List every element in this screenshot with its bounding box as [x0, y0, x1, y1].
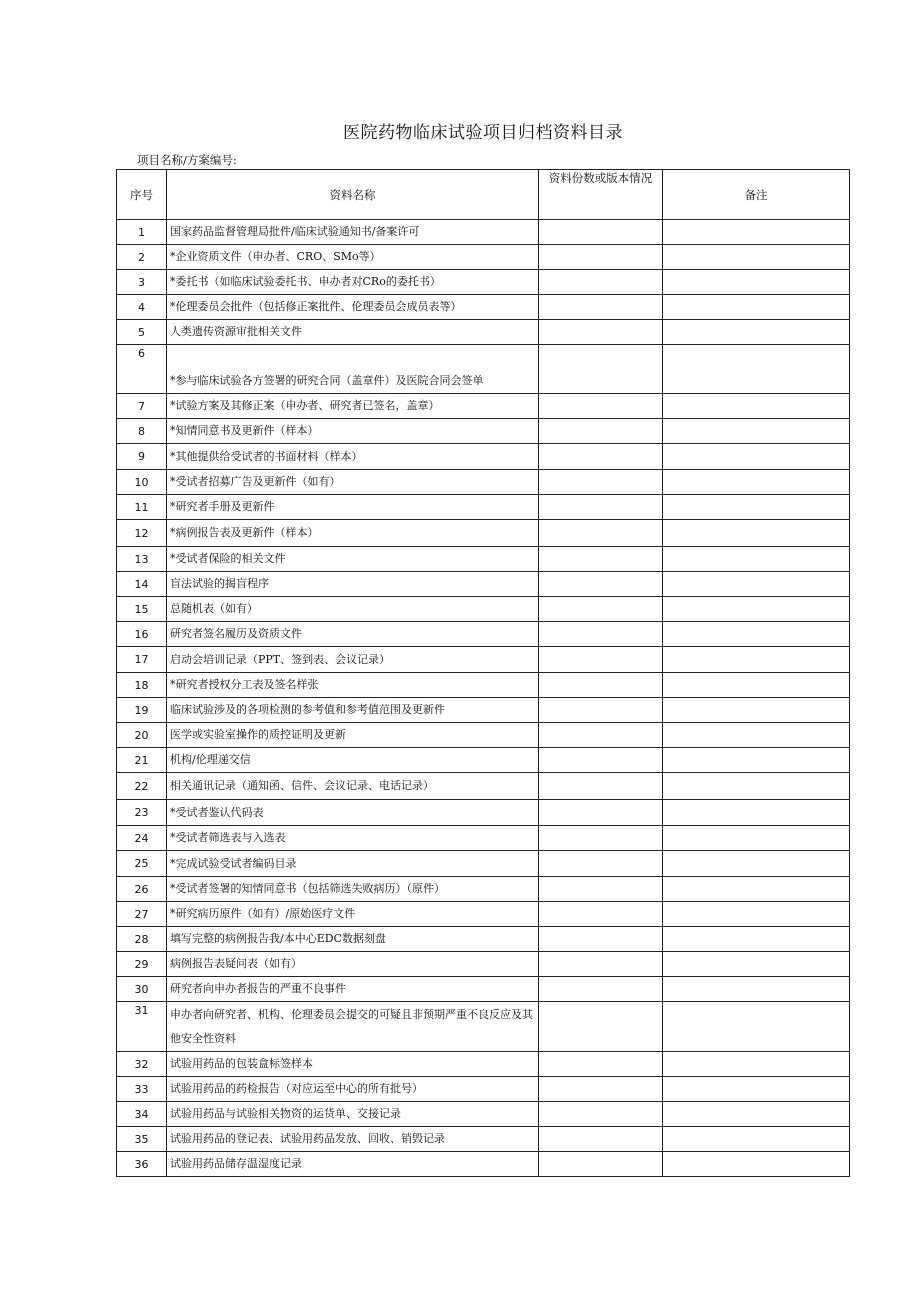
row-remark-cell[interactable]	[663, 1002, 850, 1052]
table-row	[117, 977, 850, 1002]
table-row	[117, 419, 850, 444]
row-document-name: *研究者授权分工表及签名样张	[167, 673, 539, 698]
table-row	[117, 800, 850, 826]
row-remark-cell[interactable]	[663, 597, 850, 622]
row-copies-cell[interactable]	[539, 952, 663, 977]
table-row	[117, 851, 850, 877]
row-copies-cell[interactable]	[539, 520, 663, 547]
row-copies-cell[interactable]	[539, 826, 663, 851]
row-number: 8	[117, 419, 167, 444]
row-copies-cell[interactable]	[539, 295, 663, 320]
row-remark-cell[interactable]	[663, 851, 850, 877]
row-document-name: *研究者手册及更新件	[167, 495, 539, 520]
table-row	[117, 320, 850, 345]
archive-catalog-table	[116, 169, 850, 1177]
row-number: 18	[117, 673, 167, 698]
row-document-name: 人类遗传资源审批相关文件	[167, 320, 539, 345]
table-row	[117, 698, 850, 723]
row-number: 15	[117, 597, 167, 622]
row-copies-cell[interactable]	[539, 444, 663, 470]
row-document-name: 国家药品监督管理局批件/临床试验通知书/备案许可	[167, 220, 539, 245]
project-name-label: 项目名称/方案编号:	[137, 153, 237, 167]
row-document-name: *受试者签署的知情同意书（包括筛选失败病历）（原件）	[167, 877, 539, 902]
row-number: 32	[117, 1052, 167, 1077]
row-document-name: 研究者向申办者报告的严重不良事件	[167, 977, 539, 1002]
row-copies-cell[interactable]	[539, 495, 663, 520]
row-remark-cell[interactable]	[663, 394, 850, 419]
table-row	[117, 647, 850, 673]
table-row	[117, 572, 850, 597]
row-number: 6	[117, 345, 167, 394]
row-copies-cell[interactable]	[539, 1102, 663, 1127]
row-number: 22	[117, 773, 167, 800]
row-remark-cell[interactable]	[663, 520, 850, 547]
table-row	[117, 673, 850, 698]
row-remark-cell[interactable]	[663, 320, 850, 345]
row-remark-cell[interactable]	[663, 647, 850, 673]
row-document-name: 申办者向研究者、机构、伦理委员会提交的可疑且非预期严重不良反应及其他安全性资料	[167, 1002, 539, 1052]
row-remark-cell[interactable]	[663, 572, 850, 597]
header-number: 序号	[117, 170, 167, 220]
row-remark-cell[interactable]	[663, 877, 850, 902]
row-number: 7	[117, 394, 167, 419]
row-document-name: *其他提供给受试者的书面材料（样本）	[167, 444, 539, 470]
row-remark-cell[interactable]	[663, 952, 850, 977]
page-title: 医院药物临床试验项目归档资料目录	[343, 123, 623, 143]
table-row	[117, 723, 850, 748]
row-number: 25	[117, 851, 167, 877]
row-document-name: *委托书（如临床试验委托书、申办者对CRo的委托书）	[167, 270, 539, 295]
row-number: 16	[117, 622, 167, 647]
row-document-name: *知情同意书及更新件（样本）	[167, 419, 539, 444]
row-copies-cell[interactable]	[539, 572, 663, 597]
row-number: 29	[117, 952, 167, 977]
row-remark-cell[interactable]	[663, 419, 850, 444]
row-remark-cell[interactable]	[663, 1102, 850, 1127]
row-document-name: *受试者保险的相关文件	[167, 547, 539, 572]
row-number: 26	[117, 877, 167, 902]
row-number: 30	[117, 977, 167, 1002]
row-remark-cell[interactable]	[663, 1127, 850, 1152]
row-document-name: *病例报告表及更新件（样本）	[167, 520, 539, 547]
row-remark-cell[interactable]	[663, 444, 850, 470]
row-document-name: 试验用药品与试验相关物资的运货单、交接记录	[167, 1102, 539, 1127]
row-copies-cell[interactable]	[539, 320, 663, 345]
row-document-name: 相关通讯记录（通知函、信件、会议记录、电话记录）	[167, 773, 539, 800]
row-copies-cell[interactable]	[539, 877, 663, 902]
row-document-name: *受试者鉴认代码表	[167, 800, 539, 826]
header-copies-version: 资料份数或版本情况	[539, 170, 663, 220]
row-document-name: 盲法试验的揭盲程序	[167, 572, 539, 597]
row-copies-cell[interactable]	[539, 547, 663, 572]
row-document-name: 试验用药品的药检报告（对应运至中心的所有批号）	[167, 1077, 539, 1102]
row-number: 4	[117, 295, 167, 320]
row-copies-cell[interactable]	[539, 622, 663, 647]
table-row	[117, 220, 850, 245]
row-number: 14	[117, 572, 167, 597]
row-number: 1	[117, 220, 167, 245]
row-remark-cell[interactable]	[663, 470, 850, 495]
row-copies-cell[interactable]	[539, 245, 663, 270]
row-document-name: *完成试验受试者编码目录	[167, 851, 539, 877]
table-row	[117, 394, 850, 419]
row-copies-cell[interactable]	[539, 1127, 663, 1152]
table-row	[117, 877, 850, 902]
row-document-name: 临床试验涉及的各项检测的参考值和参考值范围及更新件	[167, 698, 539, 723]
row-remark-cell[interactable]	[663, 927, 850, 952]
row-remark-cell[interactable]	[663, 773, 850, 800]
row-document-name: 机构/伦理递交信	[167, 748, 539, 773]
row-copies-cell[interactable]	[539, 851, 663, 877]
row-copies-cell[interactable]	[539, 394, 663, 419]
row-number: 9	[117, 444, 167, 470]
row-copies-cell[interactable]	[539, 1052, 663, 1077]
table-row	[117, 495, 850, 520]
row-remark-cell[interactable]	[663, 698, 850, 723]
table-row	[117, 1002, 850, 1052]
table-row	[117, 1077, 850, 1102]
table-row	[117, 1152, 850, 1177]
table-row	[117, 927, 850, 952]
row-copies-cell[interactable]	[539, 345, 663, 394]
row-copies-cell[interactable]	[539, 1077, 663, 1102]
row-document-name: 病例报告表疑问表（如有）	[167, 952, 539, 977]
row-number: 12	[117, 520, 167, 547]
row-number: 23	[117, 800, 167, 826]
row-remark-cell[interactable]	[663, 800, 850, 826]
row-number: 3	[117, 270, 167, 295]
table-row	[117, 597, 850, 622]
row-remark-cell[interactable]	[663, 220, 850, 245]
table-row	[117, 1127, 850, 1152]
table-row	[117, 952, 850, 977]
row-document-name: *受试者筛选表与入选表	[167, 826, 539, 851]
row-document-name: 试验用药品储存温湿度记录	[167, 1152, 539, 1177]
row-document-name: 医学或实验室操作的质控证明及更新	[167, 723, 539, 748]
row-number: 11	[117, 495, 167, 520]
row-copies-cell[interactable]	[539, 800, 663, 826]
table-row	[117, 773, 850, 800]
table-row	[117, 826, 850, 851]
row-copies-cell[interactable]	[539, 220, 663, 245]
row-document-name: 填写完整的病例报告我/本中心EDC数据刻盘	[167, 927, 539, 952]
table-row	[117, 245, 850, 270]
row-remark-cell[interactable]	[663, 1077, 850, 1102]
row-document-name: *研究病历原件（如有）/原始医疗文件	[167, 902, 539, 927]
row-remark-cell[interactable]	[663, 622, 850, 647]
row-copies-cell[interactable]	[539, 419, 663, 444]
row-number: 5	[117, 320, 167, 345]
row-copies-cell[interactable]	[539, 1152, 663, 1177]
row-copies-cell[interactable]	[539, 673, 663, 698]
row-document-name: *伦理委员会批件（包括修正案批件、伦理委员会成员表等）	[167, 295, 539, 320]
row-document-name: 研究者签名履历及资质文件	[167, 622, 539, 647]
table-row	[117, 520, 850, 547]
row-document-name: *参与临床试验各方签署的研究合同（盖章件）及医院合同会签单	[167, 345, 539, 394]
row-document-name: 启动会培训记录（PPT、签到表、会议记录）	[167, 647, 539, 673]
row-copies-cell[interactable]	[539, 698, 663, 723]
row-copies-cell[interactable]	[539, 977, 663, 1002]
row-remark-cell[interactable]	[663, 723, 850, 748]
row-document-name: *受试者招募广告及更新件（如有）	[167, 470, 539, 495]
row-remark-cell[interactable]	[663, 1052, 850, 1077]
row-copies-cell[interactable]	[539, 647, 663, 673]
table-row	[117, 345, 850, 394]
table-row	[117, 622, 850, 647]
row-number: 31	[117, 1002, 167, 1052]
row-number: 2	[117, 245, 167, 270]
table-row	[117, 902, 850, 927]
row-remark-cell[interactable]	[663, 547, 850, 572]
header-document-name: 资料名称	[167, 170, 539, 220]
row-document-name: *企业资质文件（申办者、CRO、SMo等）	[167, 245, 539, 270]
row-copies-cell[interactable]	[539, 748, 663, 773]
row-remark-cell[interactable]	[663, 902, 850, 927]
table-row	[117, 1052, 850, 1077]
row-copies-cell[interactable]	[539, 773, 663, 800]
row-remark-cell[interactable]	[663, 295, 850, 320]
row-remark-cell[interactable]	[663, 245, 850, 270]
table-row	[117, 547, 850, 572]
row-number: 28	[117, 927, 167, 952]
table-row	[117, 470, 850, 495]
row-number: 36	[117, 1152, 167, 1177]
row-remark-cell[interactable]	[663, 345, 850, 394]
table-row	[117, 748, 850, 773]
row-document-name: 试验用药品的登记表、试验用药品发放、回收、销毁记录	[167, 1127, 539, 1152]
row-document-name: *试验方案及其修正案（申办者、研究者已签名，盖章）	[167, 394, 539, 419]
row-number: 24	[117, 826, 167, 851]
row-copies-cell[interactable]	[539, 270, 663, 295]
table-row	[117, 270, 850, 295]
row-copies-cell[interactable]	[539, 723, 663, 748]
table-row	[117, 295, 850, 320]
table-header-row	[117, 170, 850, 220]
row-copies-cell[interactable]	[539, 597, 663, 622]
row-number: 17	[117, 647, 167, 673]
row-remark-cell[interactable]	[663, 977, 850, 1002]
row-number: 33	[117, 1077, 167, 1102]
row-number: 21	[117, 748, 167, 773]
row-number: 10	[117, 470, 167, 495]
row-number: 19	[117, 698, 167, 723]
row-number: 27	[117, 902, 167, 927]
row-copies-cell[interactable]	[539, 902, 663, 927]
row-remark-cell[interactable]	[663, 270, 850, 295]
row-remark-cell[interactable]	[663, 1152, 850, 1177]
row-number: 35	[117, 1127, 167, 1152]
row-number: 20	[117, 723, 167, 748]
row-copies-cell[interactable]	[539, 470, 663, 495]
header-remark: 备注	[663, 170, 850, 220]
row-document-name: 试验用药品的包装盒标签样本	[167, 1052, 539, 1077]
row-copies-cell[interactable]	[539, 927, 663, 952]
row-remark-cell[interactable]	[663, 673, 850, 698]
row-remark-cell[interactable]	[663, 748, 850, 773]
table-row	[117, 444, 850, 470]
row-number: 34	[117, 1102, 167, 1127]
table-row	[117, 1102, 850, 1127]
row-remark-cell[interactable]	[663, 826, 850, 851]
row-copies-cell[interactable]	[539, 1002, 663, 1052]
table-body	[117, 220, 850, 1177]
row-number: 13	[117, 547, 167, 572]
row-remark-cell[interactable]	[663, 495, 850, 520]
row-document-name: 总随机表（如有）	[167, 597, 539, 622]
